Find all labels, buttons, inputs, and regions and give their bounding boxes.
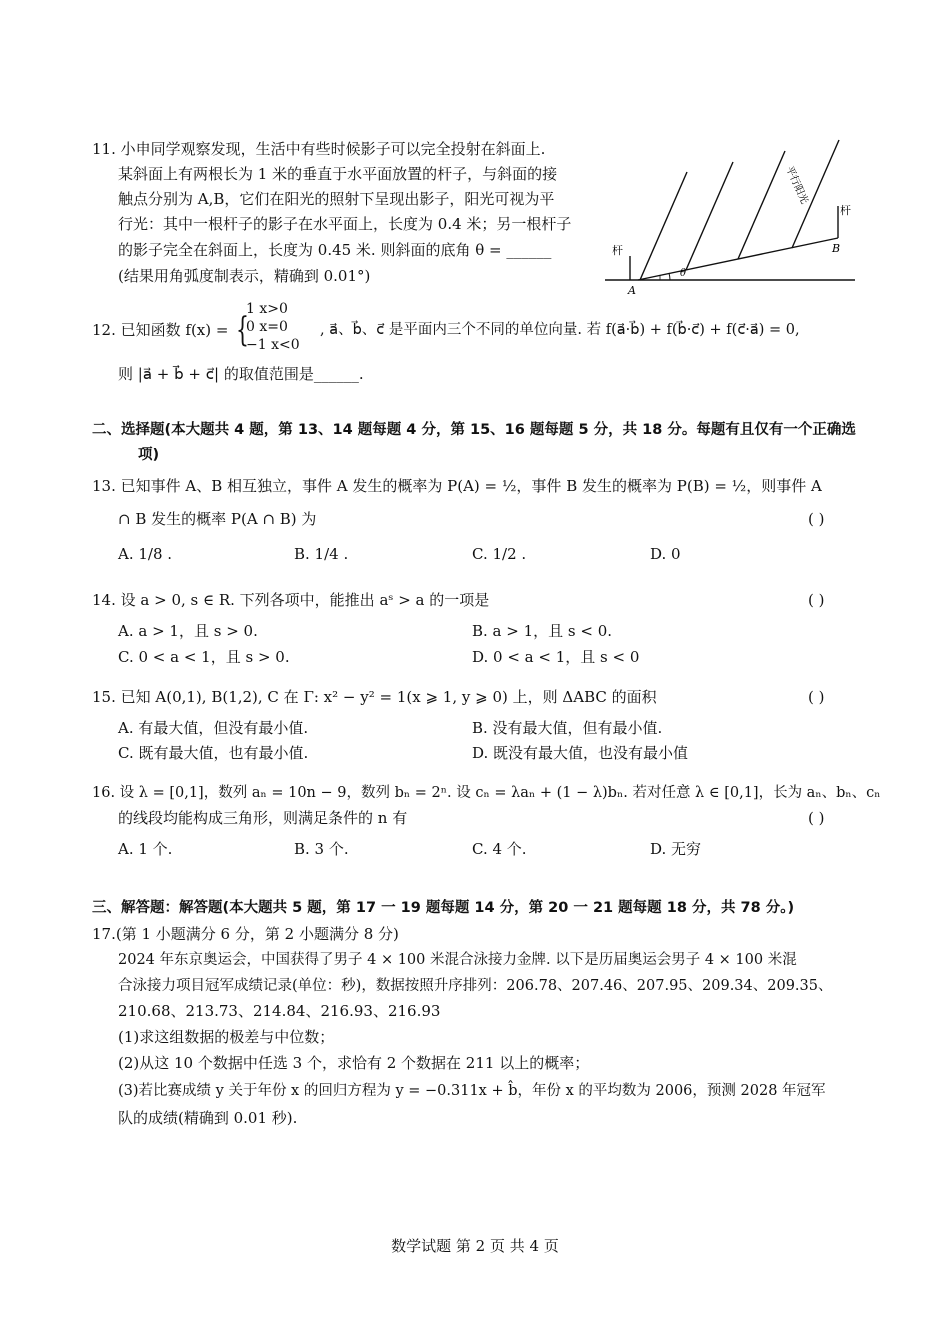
label-sunlight: 平行阳光 [783,164,810,206]
q13-answer-paren: ( ) [808,510,825,528]
q17-line-7: (3)若比赛成绩 y 关于年份 x 的回归方程为 y = −0.311x + b̂，年份 x 的平均数为 2006，预测 2028 年冠军 [118,1083,826,1099]
q13-option-b: B. 1/4 . [294,545,349,563]
label-theta: θ [680,268,687,279]
q17-line-1: 17.(第 1 小题满分 6 分，第 2 小题满分 8 分) [92,925,399,943]
q13-option-d: D. 0 [650,545,681,563]
q17-line-2: 2024 年东京奥运会，中国获得了男子 4 × 100 米混合泳接力金牌. 以下是历届奥运会男子 4 × 100 米混 [118,952,797,968]
q11-line-3: 触点分别为 A,B，它们在阳光的照射下呈现出影子，阳光可视为平 [118,190,555,208]
q11-line-4: 行光：其中一根杆子的影子在水平面上，长度为 0.4 米；另一根杆子 [118,215,572,233]
q14-line-1: 14. 设 a > 0, s ∈ R. 下列各项中，能推出 aˢ > a 的一项是 [92,591,490,609]
q12-prefix: 12. 已知函数 f(x) = [92,321,229,339]
q17-line-4: 210.68、213.73、214.84、216.93、216.93 [118,1002,441,1020]
q12-suffix: , a⃗、b⃗、c⃗ 是平面内三个不同的单位向量. 若 f(a⃗·b⃗) + f(b⃗·c⃗) + f(c⃗·a⃗) = 0, [320,322,800,338]
q16-option-b: B. 3 个. [294,840,349,858]
q12-case-3: −1 x<0 [246,337,300,353]
label-B: B [832,242,841,255]
q16-option-d: D. 无穷 [650,840,702,858]
q15-option-d: D. 既没有最大值，也没有最小值 [472,744,689,762]
q14-option-d: D. 0 < a < 1，且 s < 0 [472,648,640,666]
q11-line-5: 的影子完全在斜面上，长度为 0.45 米. 则斜面的底角 θ = ______ [118,241,552,259]
q12-line-2: 则 |a⃗ + b⃗ + c⃗| 的取值范围是______. [118,365,364,383]
q12-case-1: 1 x>0 [246,301,288,317]
q15-answer-paren: ( ) [808,688,825,706]
q17-line-3: 合泳接力项目冠军成绩记录(单位：秒)，数据按照升序排列：206.78、207.46、207.95、209.34、209.35、 [118,978,833,994]
section-2-heading: 二、选择题(本大题共 4 题，第 13、14 题每题 4 分，第 15、16 题每题 5 分，共 18 分。每题有且仅有一个正确选 [92,422,856,438]
q16-line-1: 16. 设 λ = [0,1]，数列 aₙ = 10n − 9，数列 bₙ = 2ⁿ. 设 cₙ = λaₙ + (1 − λ)bₙ. 若对任意 λ ∈ [0,1]，长为 aₙ、bₙ、cₙ [92,785,881,801]
q11-line-2: 某斜面上有两根长为 1 米的垂直于水平面放置的杆子，与斜面的接 [118,165,558,183]
q15-option-a: A. 有最大值，但没有最小值. [118,719,309,737]
q17-line-6: (2)从这 10 个数据中任选 3 个，求恰有 2 个数据在 211 以上的概率； [118,1054,590,1072]
section-2-heading-cont: 项) [138,447,160,463]
q14-option-c: C. 0 < a < 1，且 s > 0. [118,648,290,666]
q15-line-1: 15. 已知 A(0,1), B(1,2), C 在 Γ: x² − y² = 1(x ⩾ 1, y ⩾ 0) 上，则 ΔABC 的面积 [92,688,657,706]
q11-line-6: (结果用角弧度制表示，精确到 0.01°) [118,267,371,285]
theta-arc [669,273,670,280]
q15-option-c: C. 既有最大值，也有最小值. [118,744,309,762]
q13-option-a: A. 1/8 . [118,545,173,563]
label-pole-left: 杆 [612,244,623,257]
q17-line-5: (1)求这组数据的极差与中位数； [118,1028,335,1046]
q12-cases [246,300,300,354]
q14-answer-paren: ( ) [808,591,825,609]
q16-option-a: A. 1 个. [118,840,173,858]
label-A: A [628,284,636,297]
q13-option-c: C. 1/2 . [472,545,527,563]
sun-ray-1 [640,172,687,280]
q15-option-b: B. 没有最大值，但有最小值. [472,719,663,737]
q13-line-1: 13. 已知事件 A、B 相互独立，事件 A 发生的概率为 P(A) = ½，事件 B 发生的概率为 P(B) = ½，则事件 A [92,477,822,495]
q13-line-2: ∩ B 发生的概率 P(A ∩ B) 为 [118,510,317,528]
page-footer: 数学试题 第 2 页 共 4 页 [391,1237,559,1255]
q16-option-c: C. 4 个. [472,840,527,858]
q14-option-a: A. a > 1，且 s > 0. [118,622,258,640]
q17-line-8: 队的成绩(精确到 0.01 秒). [118,1109,298,1127]
q12-case-2: 0 x=0 [246,319,288,335]
section-3-heading: 三、解答题：解答题(本大题共 5 题，第 17 一 19 题每题 14 分，第 20 一 21 题每题 18 分，共 78 分。) [92,900,795,916]
slope-shadow-figure [600,130,860,300]
q16-answer-paren: ( ) [808,809,825,827]
q11-line-1: 11. 小申同学观察发现，生活中有些时候影子可以完全投射在斜面上. [92,140,546,158]
label-pole-right: 杆 [840,204,851,217]
sun-ray-3 [738,151,785,259]
q14-option-b: B. a > 1，且 s < 0. [472,622,613,640]
q12-brace: { [236,310,249,350]
sun-ray-2 [686,162,733,270]
q16-line-2: 的线段均能构成三角形，则满足条件的 n 有 [118,809,408,827]
